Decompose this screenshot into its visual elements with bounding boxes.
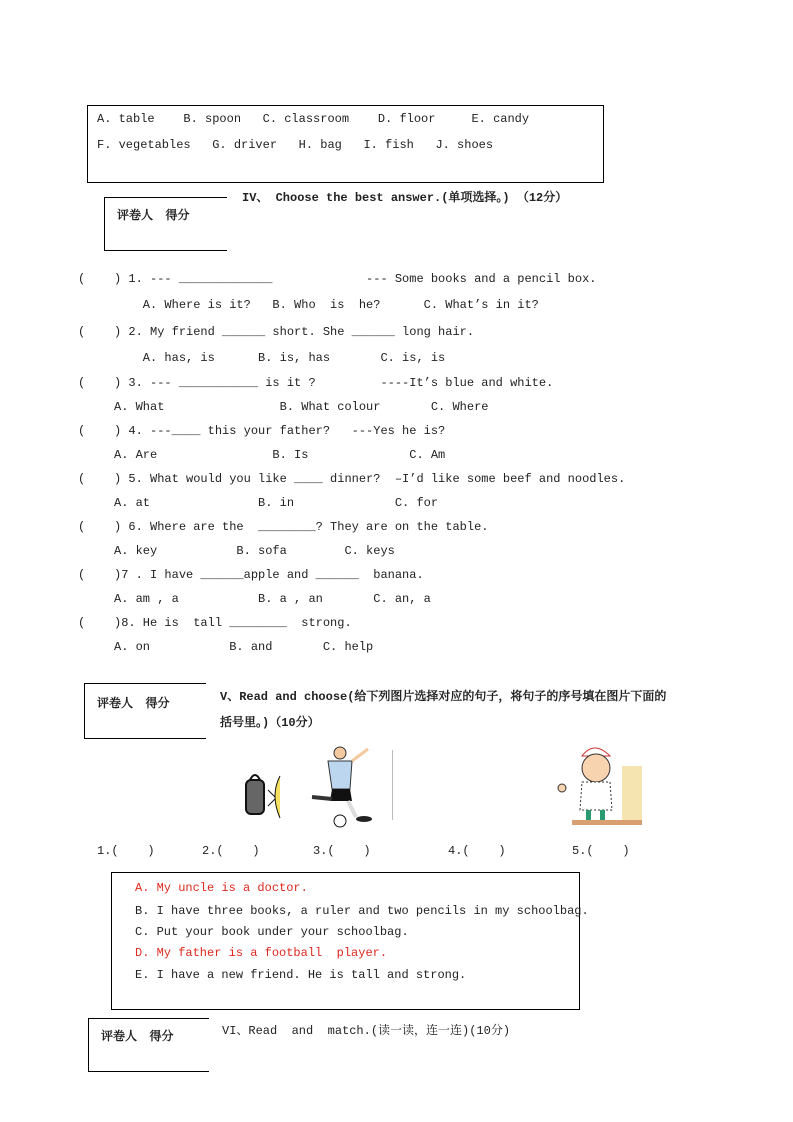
question-line: ( ) 6. Where are the ________? They are on the table. [78, 520, 489, 534]
picture-answer-blank[interactable]: 4.( ) [448, 844, 506, 858]
answer-options-line: A. What B. What colour C. Where [78, 400, 489, 414]
answer-options-line: A. Are B. Is C. Am [78, 448, 446, 462]
grader-score-box [104, 197, 227, 251]
picture-answer-blank[interactable]: 2.( ) [202, 844, 260, 858]
image-divider [392, 750, 393, 820]
grader-label: 评卷人 得分 [117, 208, 190, 222]
schoolbag-image [240, 770, 288, 820]
picture-answer-blank[interactable]: 3.( ) [313, 844, 371, 858]
doctor-image [552, 742, 644, 828]
answer-options-line: A. at B. in C. for [78, 496, 439, 510]
question-line: ( ) 3. --- ___________ is it ? ----It’s blue and white. [78, 376, 554, 390]
question-line: ( )7 . I have ______apple and ______ banana. [78, 568, 424, 582]
sentence-option: C. Put your book under your schoolbag. [135, 925, 409, 939]
answer-options-line: A. Where is it? B. Who is he? C. What’s in it? [78, 298, 539, 312]
section-6-heading: VI、Read and match.(读一读，连一连)(10分) [222, 1024, 511, 1038]
answer-options-line: A. on B. and C. help [78, 640, 374, 654]
question-line: ( ) 5. What would you like ____ dinner? –I’d like some beef and noodles. [78, 472, 626, 486]
section-4-heading: IV、 Choose the best answer.(单项选择。) （12分） [242, 191, 568, 205]
answer-options-line: A. am , a B. a , an C. an, a [78, 592, 431, 606]
word-bank-row: F. vegetables G. driver H. bag I. fish J. shoes [97, 138, 494, 152]
picture-answer-blank[interactable]: 1.( ) [97, 844, 155, 858]
question-line: ( ) 2. My friend ______ short. She ______ long hair. [78, 325, 475, 339]
grader-score-box [84, 683, 206, 739]
question-line: ( ) 4. ---____ this your father? ---Yes he is? [78, 424, 446, 438]
grader-score-box [88, 1018, 209, 1072]
sentence-option: A. My uncle is a doctor. [135, 881, 308, 895]
question-line: ( ) 1. --- _____________ --- Some books and a pencil box. [78, 272, 597, 286]
question-line: ( )8. He is tall ________ strong. [78, 616, 352, 630]
section-5-heading: V、Read and choose(给下列图片选择对应的句子，将句子的序号填在图片下面的 [220, 690, 667, 704]
sentence-option: B. I have three books, a ruler and two pencils in my schoolbag. [135, 904, 589, 918]
picture-answer-blank[interactable]: 5.( ) [572, 844, 630, 858]
football-player-image [294, 745, 384, 829]
sentence-option: D. My father is a football player. [135, 946, 388, 960]
section-5-heading: 括号里。)（10分） [220, 716, 320, 730]
grader-label: 评卷人 得分 [101, 1029, 174, 1043]
grader-label: 评卷人 得分 [97, 696, 170, 710]
answer-options-line: A. key B. sofa C. keys [78, 544, 395, 558]
answer-options-line: A. has, is B. is, has C. is, is [78, 351, 446, 365]
word-bank-row: A. table B. spoon C. classroom D. floor E. candy [97, 112, 530, 126]
sentence-option: E. I have a new friend. He is tall and strong. [135, 968, 467, 982]
